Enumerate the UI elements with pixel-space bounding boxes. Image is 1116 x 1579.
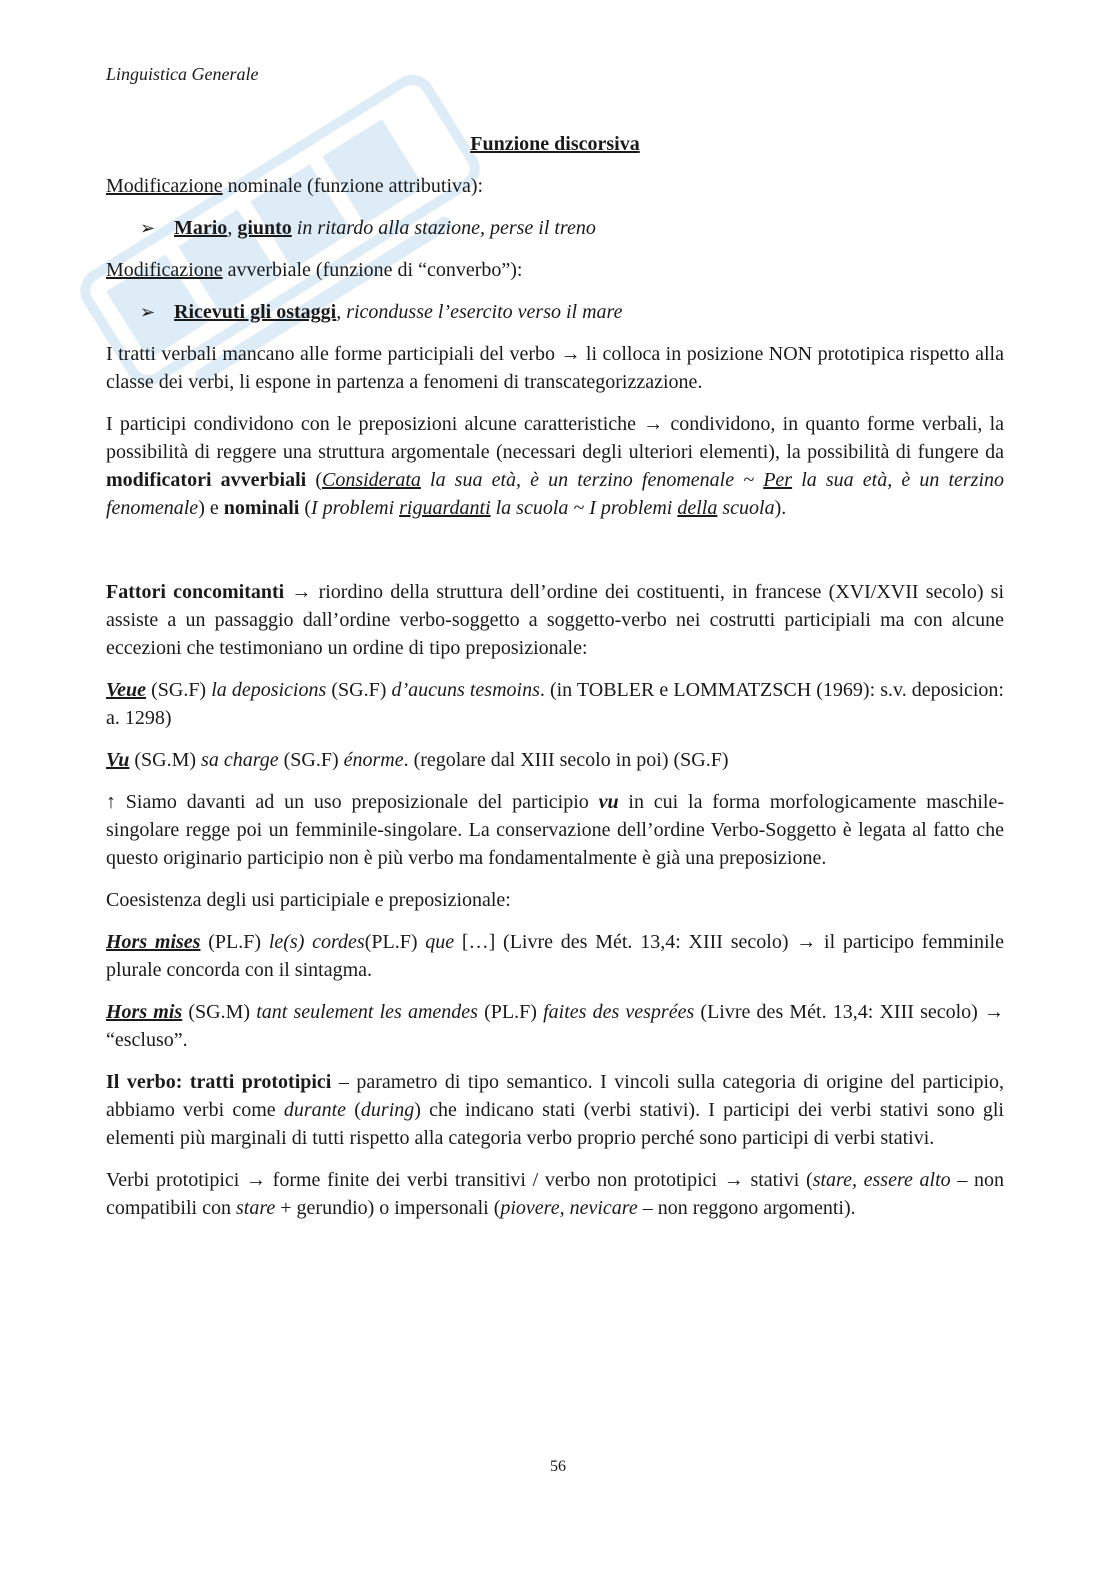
p3-b: Fattori concomitanti — [106, 581, 285, 603]
p2-u1: Considerata — [321, 469, 421, 491]
p2-b2: nominali — [223, 497, 300, 519]
ex4-i1: tant seulement les amendes — [256, 1001, 478, 1023]
ex1-i1: la deposicions — [211, 679, 327, 701]
example-hors-mises — [106, 928, 1004, 984]
ex1-word: Veue — [106, 679, 146, 701]
p7-i3: piovere, nevicare — [500, 1197, 638, 1219]
bullet1-rest: in ritardo alla stazione, perse il treno — [291, 217, 596, 239]
p7-t4: – non reggono argomenti). — [637, 1197, 856, 1219]
arrowhead-bullet-icon: ➢ — [140, 218, 156, 238]
p3-t: → riordino della struttura dell’ordine dei costituenti, in francese (XVI/XVII secolo) si assiste a un passaggio dall’ordine verbo-soggetto a soggetto-verbo nei costrutti participiali ma con alcune eccezioni che testimoniano un ordine di tipo preposizionale: — [106, 581, 1004, 659]
paragraph-1: I tratti verbali mancano alle forme participiali del verbo → li colloca in posizione NON prototipica rispetto alla classe dei verbi, li espone in partenza a fenomeni di transcategorizzazione. — [106, 343, 1004, 393]
p2-u3: riguardanti — [399, 497, 491, 519]
ex3-t3: […] (Livre des Mét. 13,4: XIII secolo) → il participo femminile plurale concorda con il sintagma. — [106, 931, 1004, 981]
ex1-t2: (SG.F) — [326, 679, 392, 701]
ex3-t2: (PL.F) — [364, 931, 426, 953]
paragraph-5: Coesistenza degli usi participiale e preposizionale: — [106, 889, 511, 911]
ex1-t3: . (in TOBLER e LOMMATZSCH (1969): s.v. deposicion: a. 1298) — [106, 679, 1004, 729]
example-bullet-1 — [106, 214, 1004, 242]
mod-avverbiale-line — [106, 256, 1004, 284]
p4-t2: in cui la forma morfologicamente maschile-singolare regge poi un femminile-singolare. La conservazione dell’ordine Verbo-Soggetto è legata al fatto che questo originario participio non è più verbo ma fondamentalmente è già una preposizione. — [106, 791, 1004, 869]
mod-nominale-rest: nominale (funzione attributiva): — [222, 175, 484, 197]
section-title: Funzione discorsiva — [470, 133, 640, 155]
ex2-t3: . (regolare dal XIII secolo in poi) (SG.F) — [403, 749, 729, 771]
p2-i2: la sua età, è un terzino fenomenale — [106, 469, 1004, 519]
bullet1-sep: , — [227, 217, 238, 239]
ex3-word: Hors mises — [106, 931, 201, 953]
ex2-t1: (SG.M) — [129, 749, 202, 771]
p2-u2: Per — [763, 469, 793, 491]
p7-i2: stare — [235, 1197, 276, 1219]
p2-t4: ( — [299, 497, 311, 519]
bullet2-participle: Ricevuti gli ostaggi — [174, 301, 337, 323]
p7-t3: + gerundio) o impersonali ( — [275, 1197, 501, 1219]
example-hors-mis — [106, 998, 1004, 1054]
ex1-t1: (SG.F) — [146, 679, 212, 701]
example-vu — [106, 746, 1004, 774]
ex1-i2: d’aucuns tesmoins — [391, 679, 540, 701]
p4-word: vu — [598, 791, 619, 813]
ex3-i2: que — [425, 931, 455, 953]
p2-u4: della — [677, 497, 718, 519]
paragraph-7 — [106, 1166, 1004, 1222]
ex4-t1: (SG.M) — [182, 1001, 257, 1023]
ex4-t3: (Livre des Mét. 13,4: XIII secolo) → “escluso”. — [106, 1001, 1004, 1051]
paragraph-4 — [106, 788, 1004, 872]
arrowhead-bullet-icon: ➢ — [140, 302, 156, 322]
p7-t1: Verbi prototipici → forme finite dei verbi transitivi / verbo non prototipici → stativi ( — [106, 1169, 813, 1191]
p4-t1: ↑ Siamo davanti ad un uso preposizionale del participio — [106, 791, 599, 813]
mod-avverbiale-term: Modificazione — [106, 259, 223, 281]
bullet1-participle: giunto — [237, 217, 292, 239]
bullet1-subject: Mario — [174, 217, 228, 239]
p7-i1: stare, essere alto — [812, 1169, 951, 1191]
p6-i2: during — [360, 1099, 415, 1121]
paragraph-6 — [106, 1068, 1004, 1152]
ex4-i2: faites des vesprées — [543, 1001, 695, 1023]
ex4-word: Hors mis — [106, 1001, 183, 1023]
page-body — [106, 130, 1004, 1236]
mod-avverbiale-rest: avverbiale (funzione di “converbo”): — [222, 259, 523, 281]
spacer — [106, 536, 1004, 578]
ex2-word: Vu — [106, 749, 130, 771]
ex3-t1: (PL.F) — [200, 931, 269, 953]
p2-t1: I participi condividono con le preposizioni alcune caratteristiche → condividono, in quanto forme verbali, la possibilità di reggere una struttura argomentale (necessari degli ulteriori elementi), la possibilità di fungere da — [106, 413, 1004, 463]
ex2-t2: (SG.F) — [278, 749, 344, 771]
p2-t3: ) e — [198, 497, 224, 519]
paragraph-3 — [106, 578, 1004, 662]
ex3-i1: le(s) cordes — [268, 931, 365, 953]
page-number: 56 — [550, 1458, 566, 1475]
example-bullet-2 — [106, 298, 1004, 326]
p2-i1: la sua età, è un terzino fenomenale ~ — [420, 469, 764, 491]
ex4-t2: (PL.F) — [477, 1001, 544, 1023]
p6-b: Il verbo: tratti prototipici — [106, 1071, 332, 1093]
mod-nominale-line — [106, 172, 1004, 200]
p7-t2: – non compatibili con — [106, 1169, 1005, 1219]
p2-i3: I problemi — [310, 497, 400, 519]
ex2-i2: énorme — [343, 749, 404, 771]
mod-nominale-term: Modificazione — [106, 175, 223, 197]
p2-t5: ). — [774, 497, 787, 519]
p6-t3: ) che indicano stati (verbi stativi). I participi dei verbi stativi sono gli elementi più marginali di tutti rispetto alla categoria verbo proprio perché sono participi di verbi stativi. — [106, 1099, 1004, 1149]
p2-i4: la scuola ~ I problemi — [490, 497, 678, 519]
running-header: Linguistica Generale — [106, 64, 259, 84]
p6-i1: durante — [283, 1099, 347, 1121]
bullet2-rest: , ricondusse l’esercito verso il mare — [336, 301, 623, 323]
paragraph-2 — [106, 410, 1004, 522]
p2-b1: modificatori avverbiali — [106, 469, 307, 491]
p6-t2: ( — [346, 1099, 361, 1121]
ex2-i1: sa charge — [201, 749, 279, 771]
p6-t1: – parametro di tipo semantico. I vincoli sulla categoria di origine del participio, abbiamo verbi come — [106, 1071, 1004, 1121]
p2-t2: ( — [306, 469, 322, 491]
p2-i5: scuola — [717, 497, 775, 519]
example-veue — [106, 676, 1004, 732]
